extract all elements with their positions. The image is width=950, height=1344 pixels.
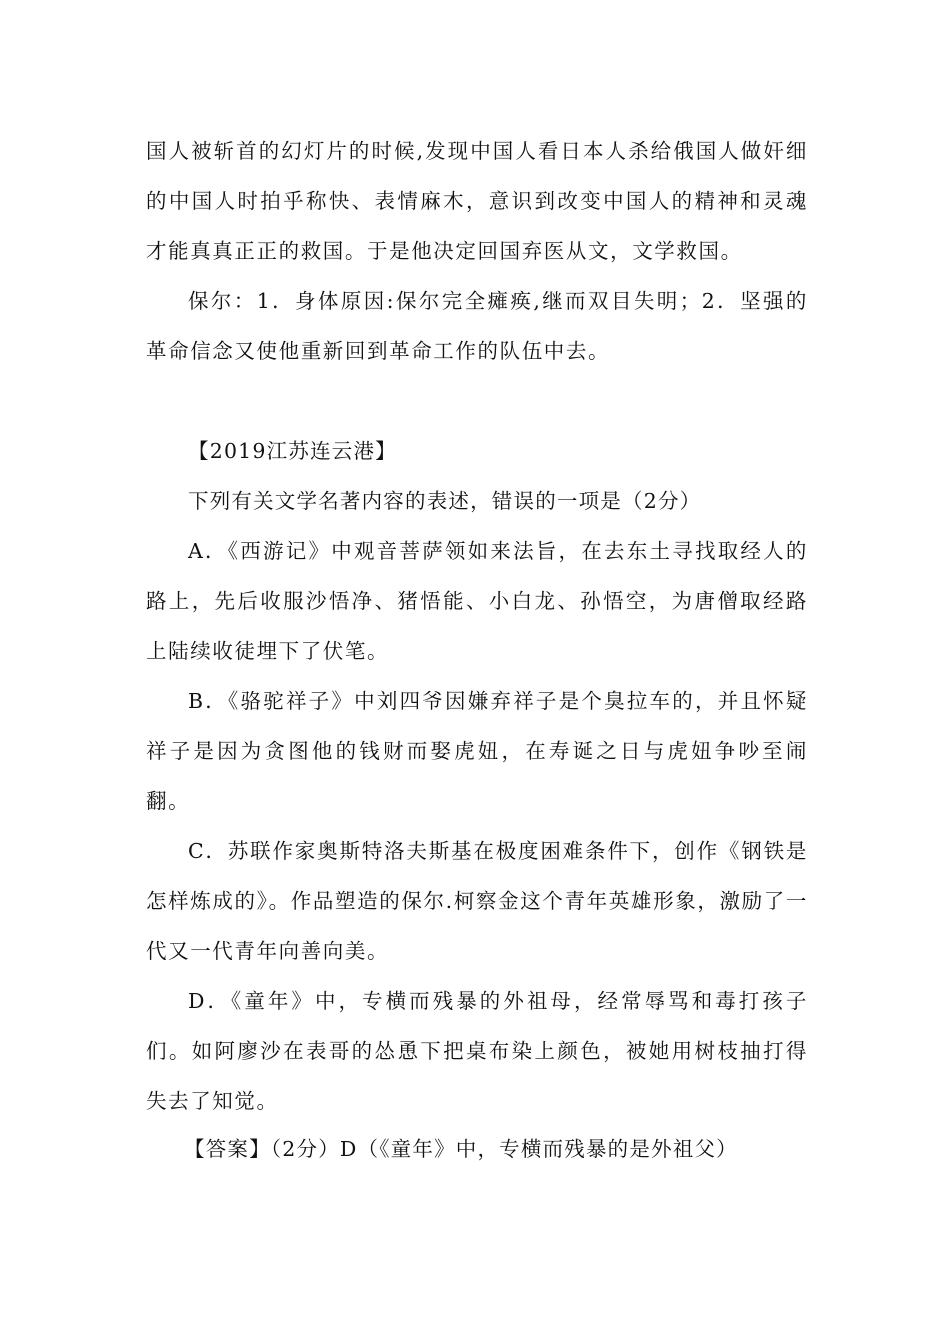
section-title: 【2019江苏连云港】 [188,439,397,463]
paragraph-lu-xun-conclusion: 国人被斩首的幻灯片的时候,发现中国人看日本人杀给俄国人做奸细的中国人时拍乎称快、表情麻木，意识到改变中国人的精神和灵魂才能真真正正的救国。于是他决定回国弃医从文，文学救国。 [146,139,808,263]
paragraph-pavel: 保尔：1．身体原因:保尔完全瘫痪,继而双目失明；2．坚强的革命信念又使他重新回到革命工作的队伍中去。 [146,289,808,363]
question-stem: 下列有关文学名著内容的表述，错误的一项是（2分） [188,489,702,513]
option-b: B．《骆驼祥子》中刘四爷因嫌弃祥子是个臭拉车的，并且怀疑祥子是因为贪图他的钱财而娶虎妞，在寿诞之日与虎妞争吵至闹翻。 [146,689,808,813]
option-c: C．苏联作家奥斯特洛夫斯基在极度困难条件下，创作《钢铁是怎样炼成的》。作品塑造的保尔.柯察金这个青年英雄形象，激励了一代又一代青年向善向美。 [146,839,808,963]
answer-line: 【答案】（2分）D（《童年》中，专横而残暴的是外祖父） [184,1137,738,1161]
option-a: A．《西游记》中观音菩萨领如来法旨，在去东土寻找取经人的路上，先后收服沙悟净、猪悟能、小白龙、孙悟空，为唐僧取经路上陆续收徒埋下了伏笔。 [146,539,808,663]
option-d: D．《童年》中，专横而残暴的外祖母，经常辱骂和毒打孩子们。如阿廖沙在表哥的怂恿下把桌布染上颜色，被她用树枝抽打得失去了知觉。 [146,989,808,1113]
